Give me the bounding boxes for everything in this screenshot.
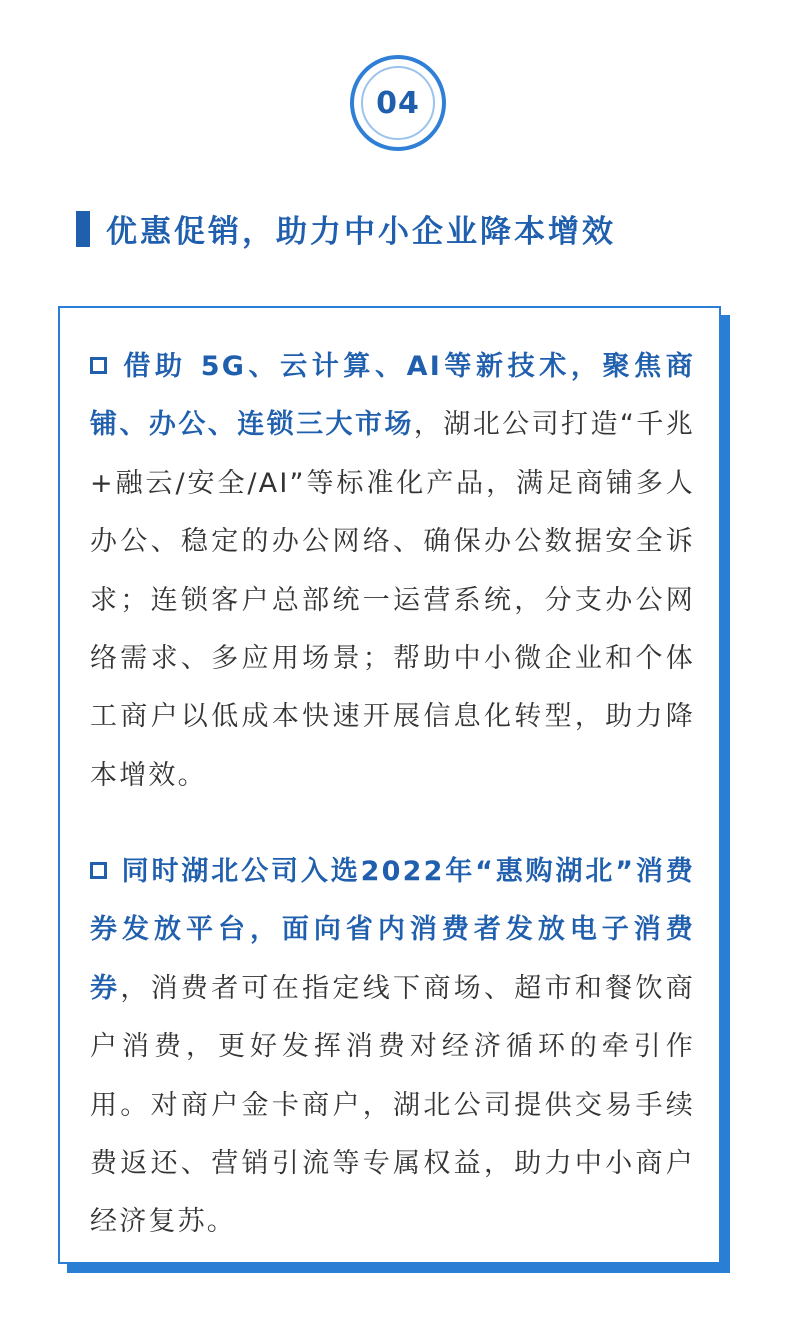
section-number-badge	[350, 55, 446, 151]
section-heading	[76, 206, 616, 251]
checkbox-icon	[90, 862, 107, 879]
paragraph-2-highlight: 同时湖北公司入选2022年“惠购湖北”消费券发放平台，面向省内消费者发放电子消费券	[90, 856, 695, 1004]
paragraph-1	[90, 338, 695, 805]
paragraph-1-highlight: 借助 5G、云计算、AI等新技术，聚焦商铺、办公、连锁三大市场	[90, 351, 695, 441]
content-card	[58, 306, 721, 1264]
section-number: 04	[361, 66, 435, 140]
checkbox-icon	[90, 357, 107, 374]
heading-accent-bar	[76, 211, 90, 247]
heading-title: 优惠促销，助力中小企业降本增效	[106, 214, 616, 250]
paragraph-1-body: ，湖北公司打造“千兆+融云/安全/AI”等标准化产品，满足商铺多人办公、稳定的办公网络、确保办公数据安全诉求；连锁客户总部统一运营系统，分支办公网络需求、多应用场景；帮助中小微企业和个体工商户以低成本快速开展信息化转型，助力降本增效。	[90, 409, 695, 791]
paragraph-2-body: ，消费者可在指定线下商场、超市和餐饮商户消费，更好发挥消费对经济循环的牵引作用。对商户金卡商户，湖北公司提供交易手续费返还、营销引流等专属权益，助力中小商户经济复苏。	[90, 972, 695, 1238]
paragraph-2	[90, 843, 695, 1252]
